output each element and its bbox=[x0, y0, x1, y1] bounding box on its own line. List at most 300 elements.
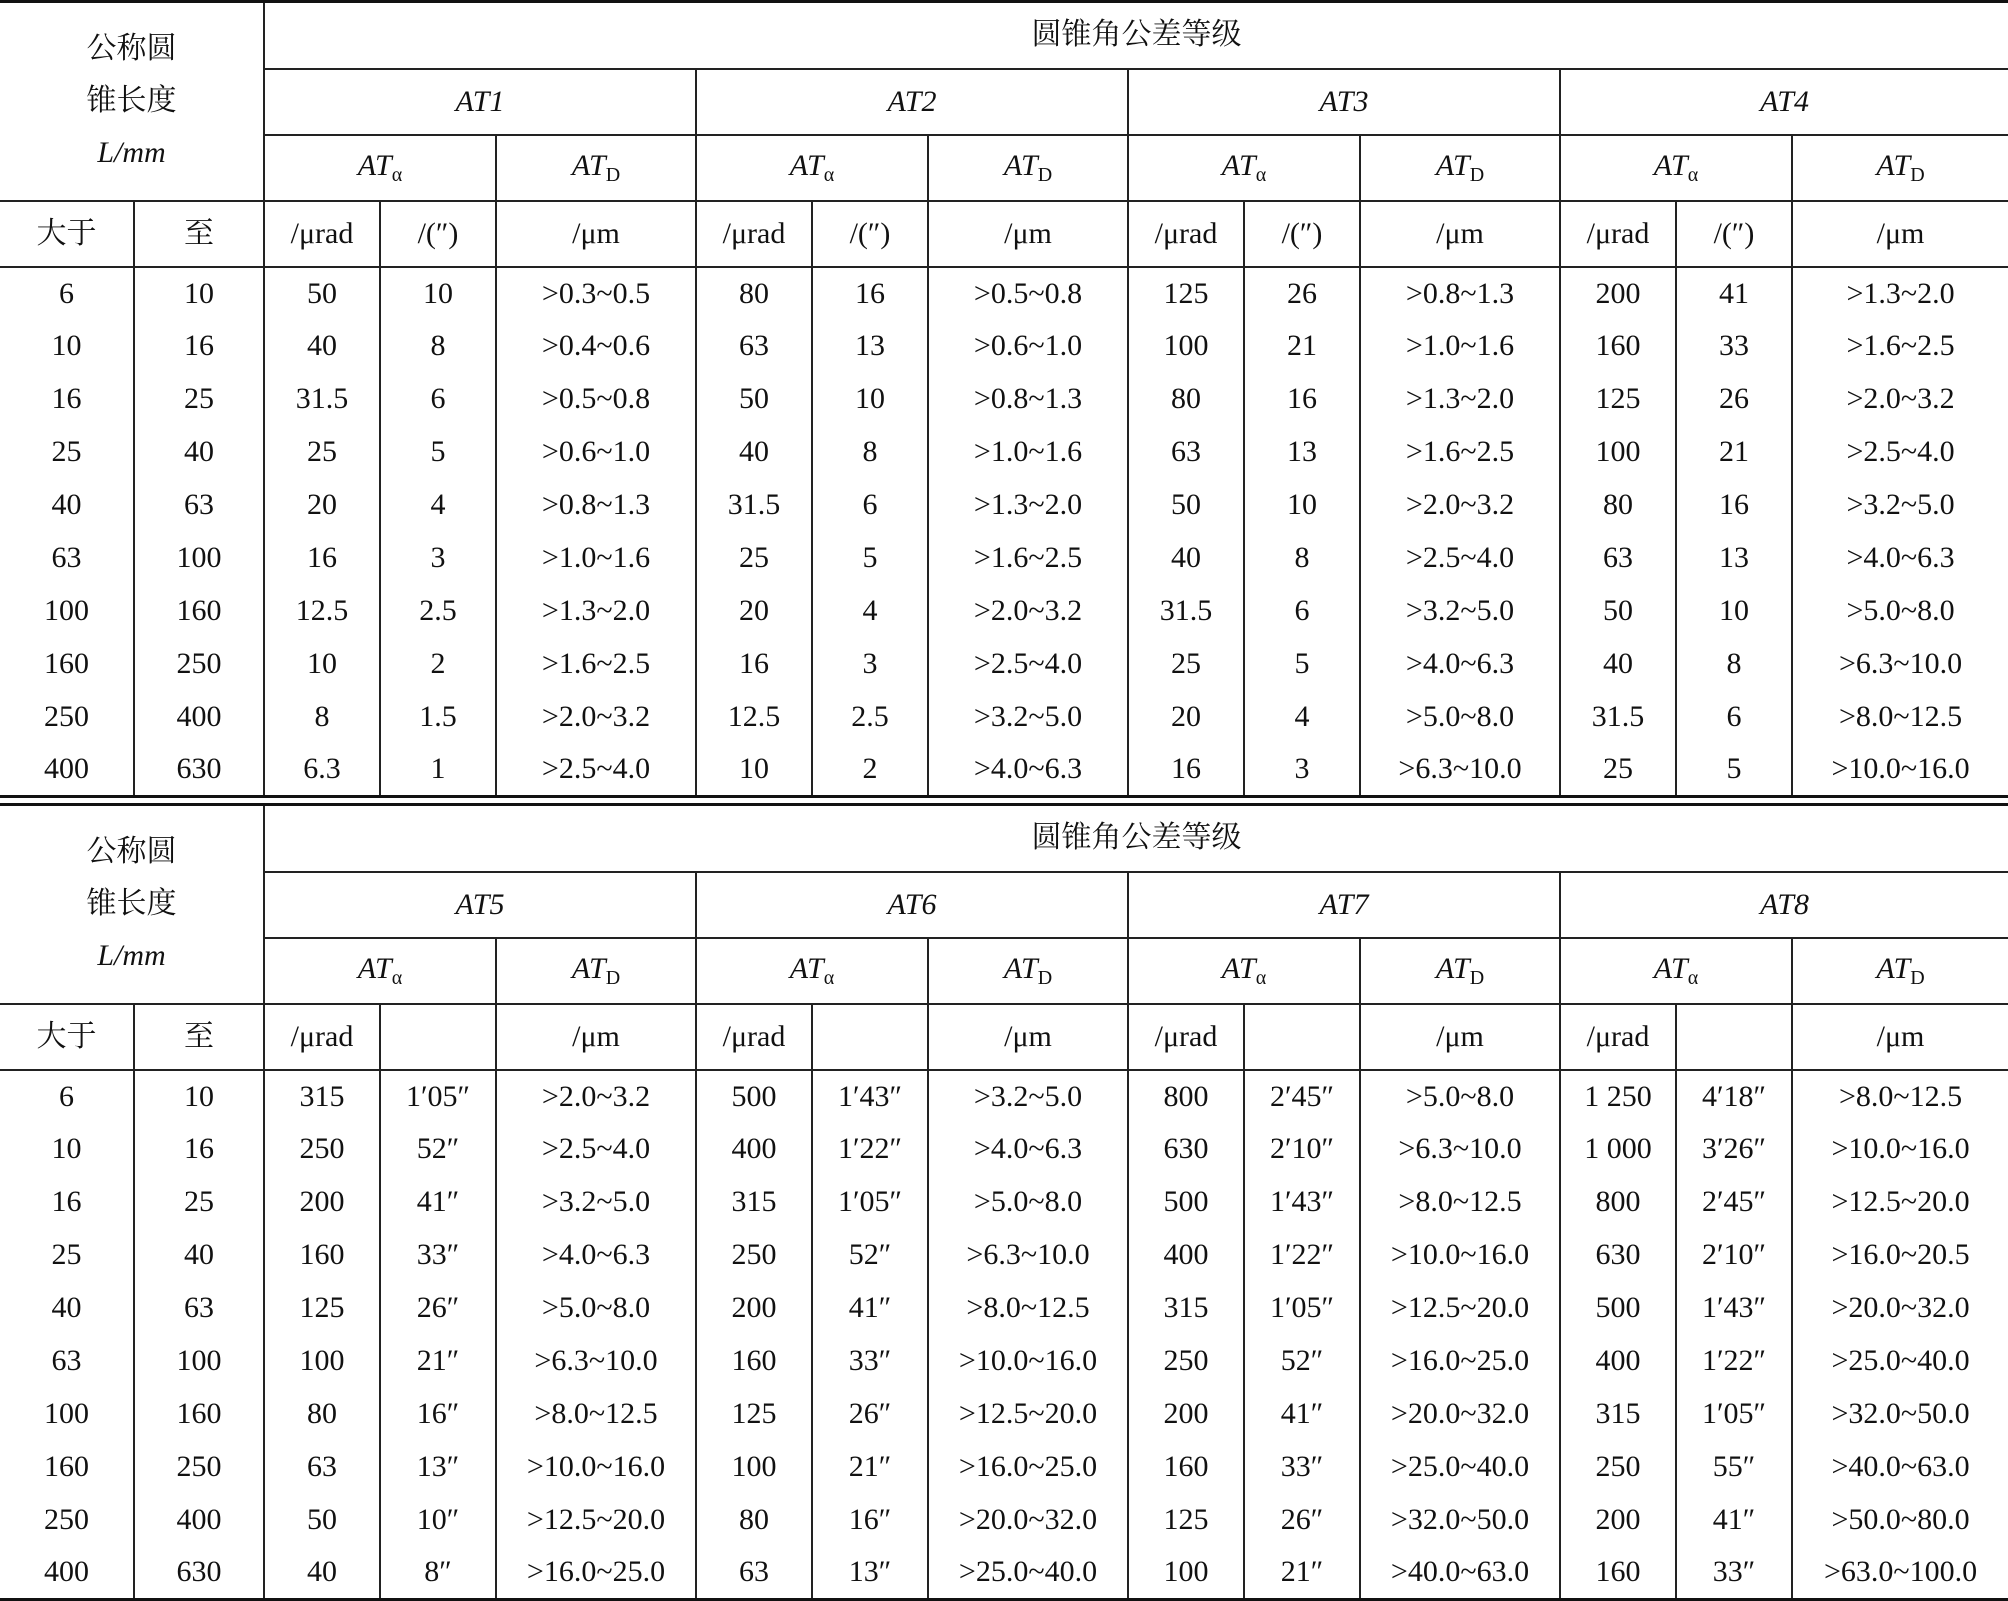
table-cell: 1′05″ bbox=[380, 1070, 496, 1123]
table-cell: 25 bbox=[134, 373, 264, 426]
at-base: AT bbox=[1435, 951, 1470, 985]
unit-urad: /μrad bbox=[264, 1004, 380, 1070]
at-alpha-header bbox=[264, 135, 496, 201]
table-cell: 6 bbox=[1676, 691, 1792, 744]
at-d-header bbox=[1792, 135, 2008, 201]
at-base: AT bbox=[789, 148, 824, 182]
table-cell: 160 bbox=[1560, 320, 1676, 373]
table-cell: 33″ bbox=[1244, 1441, 1360, 1494]
table-cell: 100 bbox=[264, 1335, 380, 1388]
nominal-length-line-2: L/mm bbox=[97, 939, 166, 973]
unit-seconds bbox=[1676, 1004, 1792, 1070]
table-cell: >1.6~2.5 bbox=[1360, 426, 1560, 479]
header-row-units bbox=[0, 201, 2008, 267]
table-cell: 800 bbox=[1560, 1176, 1676, 1229]
table-cell: 250 bbox=[0, 1494, 134, 1547]
table-cell: 3 bbox=[1244, 744, 1360, 797]
unit-urad: /μrad bbox=[696, 201, 812, 267]
table-cell: 3′26″ bbox=[1676, 1123, 1792, 1176]
table-cell: >4.0~6.3 bbox=[1360, 638, 1560, 691]
table-cell: 2′10″ bbox=[1676, 1229, 1792, 1282]
table-cell: 4 bbox=[380, 479, 496, 532]
table-cell: 125 bbox=[264, 1282, 380, 1335]
nominal-length-line-1: 锥长度 bbox=[86, 887, 177, 921]
table-cell: 2 bbox=[380, 638, 496, 691]
table-row bbox=[0, 1229, 2008, 1282]
table-cell: 20 bbox=[264, 479, 380, 532]
table-cell: 800 bbox=[1128, 1070, 1244, 1123]
unit-seconds: /(″) bbox=[380, 201, 496, 267]
table-cell: >63.0~100.0 bbox=[1792, 1547, 2008, 1600]
table-cell: >0.6~1.0 bbox=[928, 320, 1128, 373]
table-cell: 16 bbox=[1244, 373, 1360, 426]
unit-um: /μm bbox=[928, 201, 1128, 267]
table-cell: >20.0~32.0 bbox=[1792, 1282, 2008, 1335]
table-cell: >2.0~3.2 bbox=[496, 691, 696, 744]
table-cell: 25 bbox=[134, 1176, 264, 1229]
table-cell: 41 bbox=[1676, 267, 1792, 320]
at-base: AT bbox=[357, 951, 392, 985]
nominal-length-header bbox=[0, 805, 264, 1004]
table-cell: 25 bbox=[0, 426, 134, 479]
table-cell: 33 bbox=[1676, 320, 1792, 373]
table-cell: 50 bbox=[1128, 479, 1244, 532]
table-cell: 80 bbox=[696, 267, 812, 320]
table-cell: 80 bbox=[1560, 479, 1676, 532]
table-cell: 160 bbox=[134, 585, 264, 638]
table-cell: 400 bbox=[0, 1547, 134, 1600]
table-cell: 10 bbox=[264, 638, 380, 691]
table-cell: 52″ bbox=[812, 1229, 928, 1282]
table-cell: 500 bbox=[1128, 1176, 1244, 1229]
table-cell: >0.8~1.3 bbox=[928, 373, 1128, 426]
table-cell: >10.0~16.0 bbox=[1792, 1123, 2008, 1176]
col-to-header: 至 bbox=[134, 1004, 264, 1070]
table-cell: 125 bbox=[1128, 267, 1244, 320]
tolerance-grade-group-header: 圆锥角公差等级 bbox=[264, 805, 2008, 872]
table-cell: >8.0~12.5 bbox=[928, 1282, 1128, 1335]
table-cell: >10.0~16.0 bbox=[1360, 1229, 1560, 1282]
table-cell: 13 bbox=[812, 320, 928, 373]
at-subscript: D bbox=[1469, 163, 1485, 186]
table-cell: 500 bbox=[1560, 1282, 1676, 1335]
table-cell: >6.3~10.0 bbox=[1792, 638, 2008, 691]
table-cell: >10.0~16.0 bbox=[1792, 744, 2008, 797]
table-cell: 630 bbox=[134, 1547, 264, 1600]
at-subscript: α bbox=[391, 163, 403, 186]
at-subscript: D bbox=[1910, 966, 1925, 989]
table-cell: 200 bbox=[264, 1176, 380, 1229]
table-cell: 63 bbox=[696, 1547, 812, 1600]
table-cell: 8 bbox=[1244, 532, 1360, 585]
table-cell: 315 bbox=[1560, 1388, 1676, 1441]
table-cell: 16″ bbox=[812, 1494, 928, 1547]
at-base: AT bbox=[571, 951, 606, 985]
grade-header-3: AT3 bbox=[1128, 69, 1560, 135]
taper-tolerance-table-2 bbox=[0, 803, 2008, 1601]
grade-header-2: AT6 bbox=[696, 872, 1128, 938]
table-cell: >8.0~12.5 bbox=[1360, 1176, 1560, 1229]
table-cell: 50 bbox=[1560, 585, 1676, 638]
table-cell: 200 bbox=[696, 1282, 812, 1335]
table-cell: 250 bbox=[1128, 1335, 1244, 1388]
table-cell: >3.2~5.0 bbox=[1360, 585, 1560, 638]
table-cell: 21″ bbox=[1244, 1547, 1360, 1600]
table-cell: 31.5 bbox=[264, 373, 380, 426]
table-cell: 10″ bbox=[380, 1494, 496, 1547]
table-cell: 12.5 bbox=[264, 585, 380, 638]
table-cell: 2.5 bbox=[812, 691, 928, 744]
table-cell: 6 bbox=[0, 1070, 134, 1123]
table-cell: 630 bbox=[134, 744, 264, 797]
table-cell: >1.0~1.6 bbox=[496, 532, 696, 585]
table-cell: >6.3~10.0 bbox=[1360, 1123, 1560, 1176]
table-cell: >3.2~5.0 bbox=[928, 691, 1128, 744]
table-cell: >6.3~10.0 bbox=[496, 1335, 696, 1388]
unit-um: /μm bbox=[928, 1004, 1128, 1070]
table-cell: 10 bbox=[1244, 479, 1360, 532]
unit-seconds bbox=[380, 1004, 496, 1070]
table-cell: 80 bbox=[1128, 373, 1244, 426]
table-cell: 63 bbox=[696, 320, 812, 373]
table-cell: >5.0~8.0 bbox=[1360, 691, 1560, 744]
table-cell: >0.5~0.8 bbox=[928, 267, 1128, 320]
table-cell: 2 bbox=[812, 744, 928, 797]
table-cell: >20.0~32.0 bbox=[928, 1494, 1128, 1547]
table-cell: >16.0~25.0 bbox=[496, 1547, 696, 1600]
table-cell: 63 bbox=[134, 479, 264, 532]
header-row-grades bbox=[0, 69, 2008, 135]
table-cell: 80 bbox=[696, 1494, 812, 1547]
table-cell: 25 bbox=[264, 426, 380, 479]
table-cell: 6.3 bbox=[264, 744, 380, 797]
header-row-group bbox=[0, 805, 2008, 872]
table-cell: >2.5~4.0 bbox=[496, 744, 696, 797]
table-cell: 5 bbox=[1676, 744, 1792, 797]
table-cell: 2′10″ bbox=[1244, 1123, 1360, 1176]
at-d-header bbox=[1360, 938, 1560, 1004]
table-cell: 50 bbox=[264, 1494, 380, 1547]
table-cell: 16″ bbox=[380, 1388, 496, 1441]
table-cell: 5 bbox=[1244, 638, 1360, 691]
unit-seconds bbox=[812, 1004, 928, 1070]
table-cell: 250 bbox=[0, 691, 134, 744]
table-cell: >20.0~32.0 bbox=[1360, 1388, 1560, 1441]
table-cell: 8″ bbox=[380, 1547, 496, 1600]
at-alpha-header bbox=[696, 938, 928, 1004]
at-subscript: α bbox=[391, 966, 403, 989]
taper-tolerance-table-1 bbox=[0, 0, 2008, 798]
table-cell: 21 bbox=[1244, 320, 1360, 373]
table-cell: >12.5~20.0 bbox=[928, 1388, 1128, 1441]
grade-header-4: AT4 bbox=[1560, 69, 2008, 135]
unit-seconds: /(″) bbox=[812, 201, 928, 267]
table-cell: >2.0~3.2 bbox=[496, 1070, 696, 1123]
table-cell: 63 bbox=[0, 1335, 134, 1388]
table-cell: 10 bbox=[1676, 585, 1792, 638]
at-d-header bbox=[1360, 135, 1560, 201]
table-cell: 20 bbox=[1128, 691, 1244, 744]
table-cell: 10 bbox=[134, 267, 264, 320]
table-cell: >1.0~1.6 bbox=[1360, 320, 1560, 373]
table-cell: 10 bbox=[812, 373, 928, 426]
table-cell: 630 bbox=[1560, 1229, 1676, 1282]
table-cell: 63 bbox=[1560, 532, 1676, 585]
at-base: AT bbox=[1221, 148, 1256, 182]
table-row bbox=[0, 320, 2008, 373]
table-cell: 6 bbox=[1244, 585, 1360, 638]
unit-urad: /μrad bbox=[696, 1004, 812, 1070]
at-base: AT bbox=[357, 148, 392, 182]
table-cell: >2.5~4.0 bbox=[928, 638, 1128, 691]
table-cell: >32.0~50.0 bbox=[1792, 1388, 2008, 1441]
table-cell: 125 bbox=[1128, 1494, 1244, 1547]
at-subscript: D bbox=[1469, 966, 1485, 989]
table-cell: 1 250 bbox=[1560, 1070, 1676, 1123]
at-d-header bbox=[1792, 938, 2008, 1004]
table-cell: 33″ bbox=[380, 1229, 496, 1282]
table-cell: 10 bbox=[696, 744, 812, 797]
table-cell: 1′43″ bbox=[1676, 1282, 1792, 1335]
table-row bbox=[0, 744, 2008, 797]
unit-urad: /μrad bbox=[1560, 1004, 1676, 1070]
table-cell: >2.5~4.0 bbox=[1792, 426, 2008, 479]
table-cell: 1′22″ bbox=[1676, 1335, 1792, 1388]
table-cell: >40.0~63.0 bbox=[1360, 1547, 1560, 1600]
table-cell: 1′22″ bbox=[1244, 1229, 1360, 1282]
table-row bbox=[0, 1494, 2008, 1547]
table-cell: >16.0~25.0 bbox=[928, 1441, 1128, 1494]
table-cell: 50 bbox=[264, 267, 380, 320]
table-cell: 40 bbox=[0, 1282, 134, 1335]
nominal-length-line-0: 公称圆 bbox=[86, 32, 177, 66]
table-cell: >3.2~5.0 bbox=[496, 1176, 696, 1229]
grade-header-4: AT8 bbox=[1560, 872, 2008, 938]
tolerance-grade-group-header: 圆锥角公差等级 bbox=[264, 2, 2008, 69]
nominal-length-line-1: 锥长度 bbox=[86, 84, 177, 118]
table-cell: 100 bbox=[696, 1441, 812, 1494]
table-cell: >1.0~1.6 bbox=[928, 426, 1128, 479]
table-cell: >1.3~2.0 bbox=[1360, 373, 1560, 426]
table-cell: 630 bbox=[1128, 1123, 1244, 1176]
table-cell: 200 bbox=[1560, 267, 1676, 320]
unit-um: /μm bbox=[1360, 201, 1560, 267]
table-cell: 100 bbox=[1128, 1547, 1244, 1600]
table-cell: 40 bbox=[0, 479, 134, 532]
unit-urad: /μrad bbox=[1560, 201, 1676, 267]
table-cell: 250 bbox=[134, 1441, 264, 1494]
table-cell: >16.0~25.0 bbox=[1360, 1335, 1560, 1388]
table-cell: 1′05″ bbox=[812, 1176, 928, 1229]
at-base: AT bbox=[1876, 148, 1911, 182]
table-cell: >25.0~40.0 bbox=[1792, 1335, 2008, 1388]
at-subscript: α bbox=[823, 163, 835, 186]
table-cell: 26 bbox=[1676, 373, 1792, 426]
at-subscript: α bbox=[1255, 966, 1267, 989]
table-cell: >2.0~3.2 bbox=[928, 585, 1128, 638]
at-subscript: α bbox=[1687, 163, 1699, 186]
table-cell: >50.0~80.0 bbox=[1792, 1494, 2008, 1547]
table-row bbox=[0, 426, 2008, 479]
table-cell: 250 bbox=[134, 638, 264, 691]
table-cell: >1.3~2.0 bbox=[496, 585, 696, 638]
grade-header-3: AT7 bbox=[1128, 872, 1560, 938]
table-cell: >8.0~12.5 bbox=[1792, 1070, 2008, 1123]
table-cell: >0.3~0.5 bbox=[496, 267, 696, 320]
at-d-header bbox=[928, 135, 1128, 201]
table-cell: 40 bbox=[264, 1547, 380, 1600]
table-cell: >1.6~2.5 bbox=[1792, 320, 2008, 373]
grade-header-2: AT2 bbox=[696, 69, 1128, 135]
table-cell: 315 bbox=[1128, 1282, 1244, 1335]
table-cell: >5.0~8.0 bbox=[496, 1282, 696, 1335]
table-cell: 63 bbox=[1128, 426, 1244, 479]
table-cell: 8 bbox=[380, 320, 496, 373]
table-cell: >5.0~8.0 bbox=[928, 1176, 1128, 1229]
table-cell: 41″ bbox=[1676, 1494, 1792, 1547]
table-cell: 31.5 bbox=[696, 479, 812, 532]
table-cell: >25.0~40.0 bbox=[1360, 1441, 1560, 1494]
table-cell: 26″ bbox=[812, 1388, 928, 1441]
table-cell: 1′43″ bbox=[812, 1070, 928, 1123]
table-cell: >0.8~1.3 bbox=[1360, 267, 1560, 320]
table-cell: >12.5~20.0 bbox=[1792, 1176, 2008, 1229]
table-cell: 21″ bbox=[812, 1441, 928, 1494]
at-subscript: D bbox=[1910, 163, 1925, 186]
table-row bbox=[0, 1441, 2008, 1494]
table-cell: 16 bbox=[134, 1123, 264, 1176]
at-base: AT bbox=[1003, 951, 1038, 985]
table-cell: 31.5 bbox=[1128, 585, 1244, 638]
at-base: AT bbox=[1003, 148, 1038, 182]
at-base: AT bbox=[1653, 951, 1688, 985]
at-d-header bbox=[496, 135, 696, 201]
table-cell: >4.0~6.3 bbox=[496, 1229, 696, 1282]
grade-header-1: AT1 bbox=[264, 69, 696, 135]
table-cell: >1.6~2.5 bbox=[496, 638, 696, 691]
at-alpha-header bbox=[264, 938, 496, 1004]
table-cell: 125 bbox=[696, 1388, 812, 1441]
table-cell: >12.5~20.0 bbox=[1360, 1282, 1560, 1335]
table-cell: 400 bbox=[134, 691, 264, 744]
nominal-length-header bbox=[0, 2, 264, 201]
table-cell: 1′22″ bbox=[812, 1123, 928, 1176]
table-row bbox=[0, 532, 2008, 585]
table-row bbox=[0, 373, 2008, 426]
table-cell: 10 bbox=[0, 1123, 134, 1176]
table-cell: >1.3~2.0 bbox=[928, 479, 1128, 532]
table-cell: 100 bbox=[134, 532, 264, 585]
header-row-subtypes bbox=[0, 938, 2008, 1004]
table-cell: 26″ bbox=[1244, 1494, 1360, 1547]
unit-um: /μm bbox=[496, 201, 696, 267]
table-cell: 160 bbox=[1560, 1547, 1676, 1600]
table-cell: 25 bbox=[1128, 638, 1244, 691]
table-cell: 13 bbox=[1676, 532, 1792, 585]
at-alpha-header bbox=[696, 135, 928, 201]
nominal-length-label bbox=[0, 23, 263, 179]
table-cell: 12.5 bbox=[696, 691, 812, 744]
header-row-subtypes bbox=[0, 135, 2008, 201]
table-cell: 63 bbox=[264, 1441, 380, 1494]
table-cell: >10.0~16.0 bbox=[928, 1335, 1128, 1388]
table-cell: >2.0~3.2 bbox=[1360, 479, 1560, 532]
table-cell: 250 bbox=[264, 1123, 380, 1176]
table-cell: >0.5~0.8 bbox=[496, 373, 696, 426]
table-cell: 8 bbox=[264, 691, 380, 744]
at-base: AT bbox=[1221, 951, 1256, 985]
table-row bbox=[0, 1282, 2008, 1335]
table-cell: 16 bbox=[0, 1176, 134, 1229]
unit-seconds: /(″) bbox=[1676, 201, 1792, 267]
table-cell: 2′45″ bbox=[1676, 1176, 1792, 1229]
unit-um: /μm bbox=[496, 1004, 696, 1070]
table-cell: 1′43″ bbox=[1244, 1176, 1360, 1229]
table-row bbox=[0, 638, 2008, 691]
unit-seconds bbox=[1244, 1004, 1360, 1070]
at-subscript: α bbox=[1255, 163, 1267, 186]
at-alpha-header bbox=[1128, 135, 1360, 201]
table-cell: 40 bbox=[696, 426, 812, 479]
table-cell: 1 bbox=[380, 744, 496, 797]
table-cell: 13″ bbox=[812, 1547, 928, 1600]
table-cell: 5 bbox=[380, 426, 496, 479]
header-row-grades bbox=[0, 872, 2008, 938]
table-cell: 400 bbox=[1128, 1229, 1244, 1282]
table-cell: 100 bbox=[0, 1388, 134, 1441]
header-row-units bbox=[0, 1004, 2008, 1070]
table-cell: >32.0~50.0 bbox=[1360, 1494, 1560, 1547]
table-cell: 25 bbox=[0, 1229, 134, 1282]
table-cell: 33″ bbox=[812, 1335, 928, 1388]
table-cell: 16 bbox=[0, 373, 134, 426]
table-row bbox=[0, 585, 2008, 638]
table-cell: 26″ bbox=[380, 1282, 496, 1335]
table-cell: 25 bbox=[696, 532, 812, 585]
col-to-header: 至 bbox=[134, 201, 264, 267]
table-cell: 41″ bbox=[380, 1176, 496, 1229]
table-cell: 3 bbox=[380, 532, 496, 585]
at-alpha-header bbox=[1560, 135, 1792, 201]
at-subscript: α bbox=[823, 966, 835, 989]
table-cell: 3 bbox=[812, 638, 928, 691]
table-cell: >5.0~8.0 bbox=[1792, 585, 2008, 638]
table-cell: 41″ bbox=[1244, 1388, 1360, 1441]
table-cell: 250 bbox=[696, 1229, 812, 1282]
col-from-header: 大于 bbox=[0, 1004, 134, 1070]
table-row bbox=[0, 1123, 2008, 1176]
table-cell: 1.5 bbox=[380, 691, 496, 744]
unit-um: /μm bbox=[1792, 201, 2008, 267]
table-cell: >2.5~4.0 bbox=[1360, 532, 1560, 585]
at-base: AT bbox=[571, 148, 606, 182]
table-cell: 4 bbox=[812, 585, 928, 638]
table-cell: >4.0~6.3 bbox=[1792, 532, 2008, 585]
table-cell: >16.0~20.5 bbox=[1792, 1229, 2008, 1282]
table-cell: 2.5 bbox=[380, 585, 496, 638]
table-cell: >1.3~2.0 bbox=[1792, 267, 2008, 320]
at-base: AT bbox=[1653, 148, 1688, 182]
table-row bbox=[0, 1070, 2008, 1123]
table-cell: 160 bbox=[264, 1229, 380, 1282]
table-cell: >8.0~12.5 bbox=[1792, 691, 2008, 744]
unit-urad: /μrad bbox=[1128, 1004, 1244, 1070]
unit-um: /μm bbox=[1360, 1004, 1560, 1070]
table-cell: 26 bbox=[1244, 267, 1360, 320]
table-cell: >10.0~16.0 bbox=[496, 1441, 696, 1494]
table-cell: >5.0~8.0 bbox=[1360, 1070, 1560, 1123]
unit-seconds: /(″) bbox=[1244, 201, 1360, 267]
